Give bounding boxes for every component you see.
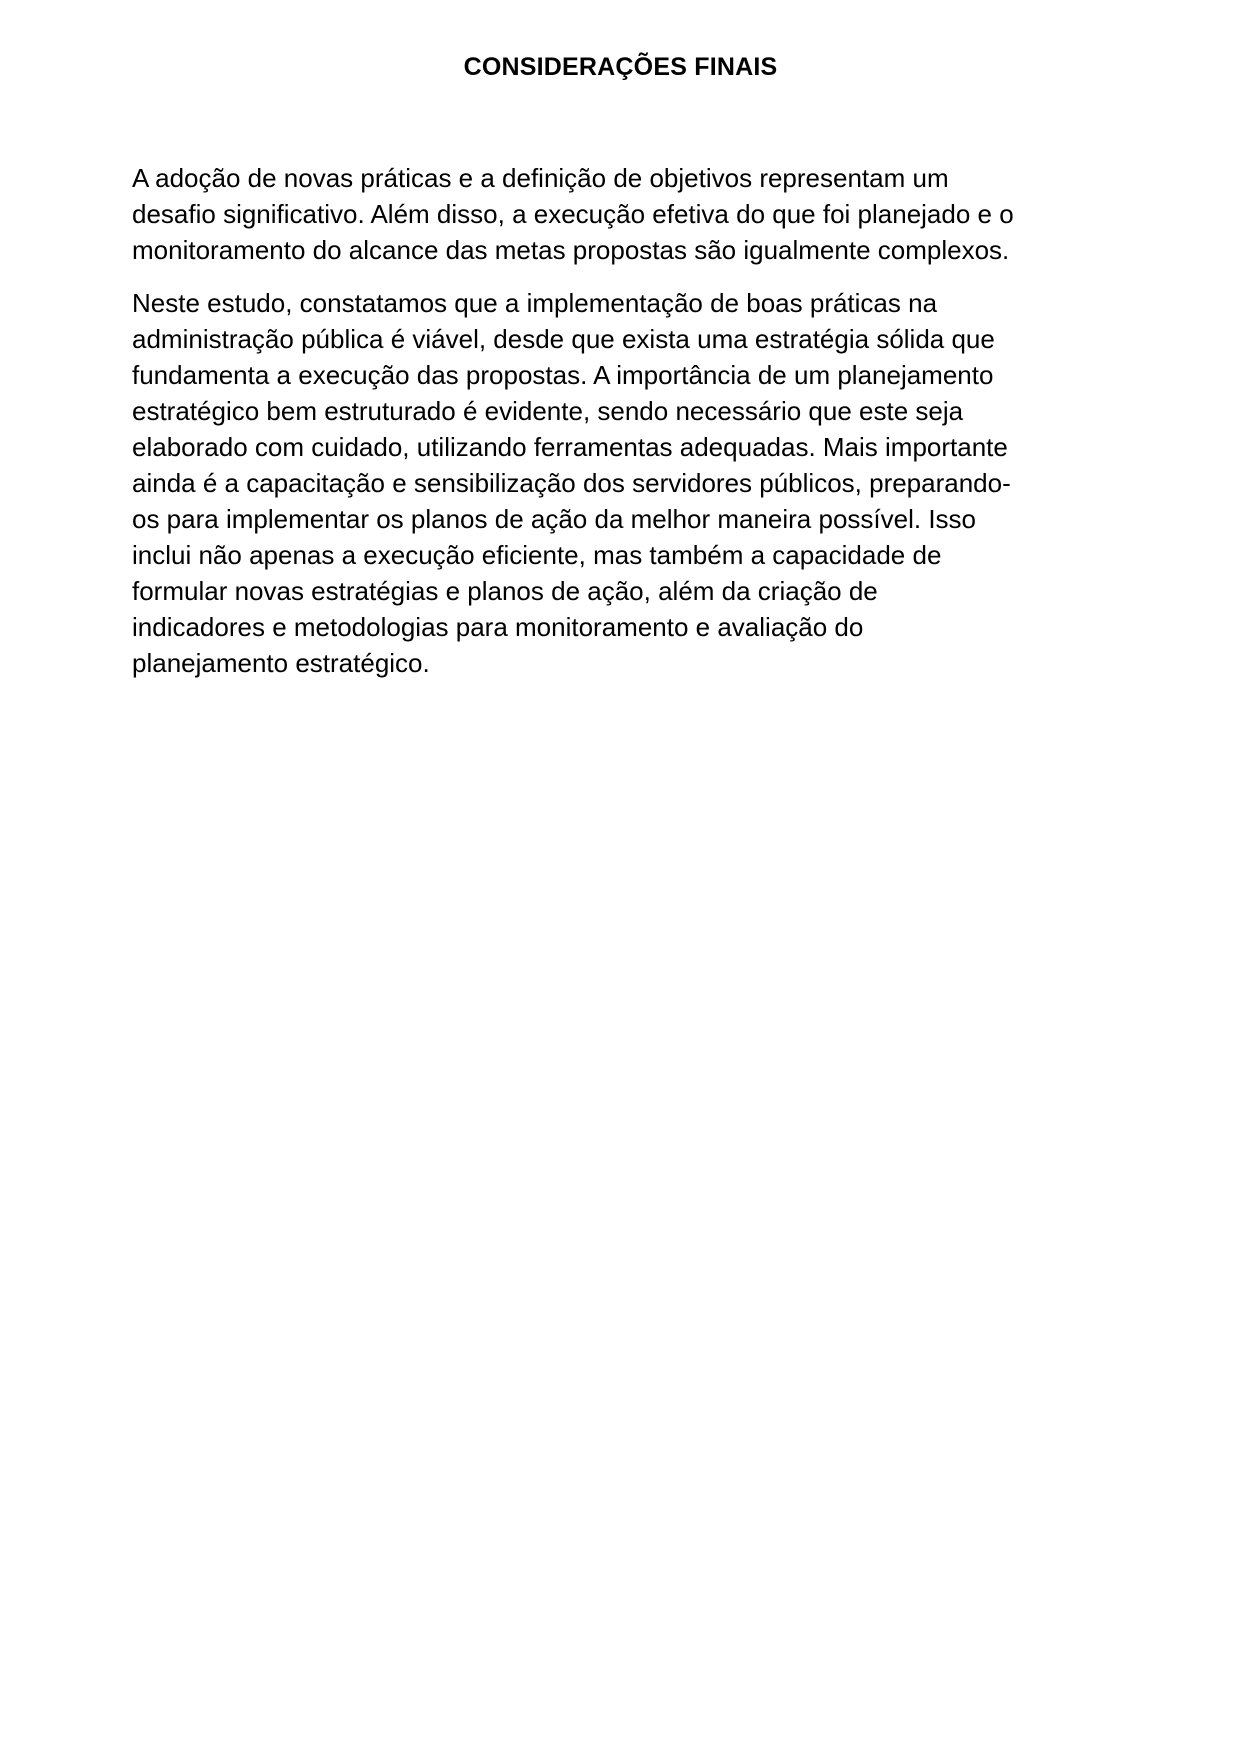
text-line: elaborado com cuidado, utilizando ferramentas adequadas. Mais importante	[132, 432, 1008, 462]
text-line: formular novas estratégias e planos de ação, além da criação de	[132, 576, 878, 606]
text-line: estratégico bem estruturado é evidente, sendo necessário que este seja	[132, 396, 964, 426]
text-line: desafio significativo. Além disso, a execução efetiva do que foi planejado e o	[132, 199, 1014, 229]
text-line: indicadores e metodologias para monitoramento e avaliação do	[132, 612, 864, 642]
text-line: planejamento estratégico.	[132, 648, 430, 678]
section-body	[132, 160, 1122, 681]
paragraph-1	[132, 160, 1122, 268]
text-line: inclui não apenas a execução eficiente, mas também a capacidade de	[132, 540, 942, 570]
text-line: Neste estudo, constatamos que a implementação de boas práticas na	[132, 288, 938, 318]
text-line: ainda é a capacitação e sensibilização dos servidores públicos, preparando-	[132, 468, 1011, 498]
text-line: fundamenta a execução das propostas. A importância de um planejamento	[132, 360, 994, 390]
paragraph-2	[132, 285, 1122, 681]
text-line: monitoramento do alcance das metas propostas são igualmente complexos.	[132, 235, 1010, 265]
text-line: os para implementar os planos de ação da melhor maneira possível. Isso	[132, 504, 976, 534]
text-line: administração pública é viável, desde que exista uma estratégia sólida que	[132, 324, 995, 354]
section-title: CONSIDERAÇÕES FINAIS	[463, 53, 778, 81]
text-line: A adoção de novas práticas e a definição de objetivos representam um	[132, 163, 949, 193]
